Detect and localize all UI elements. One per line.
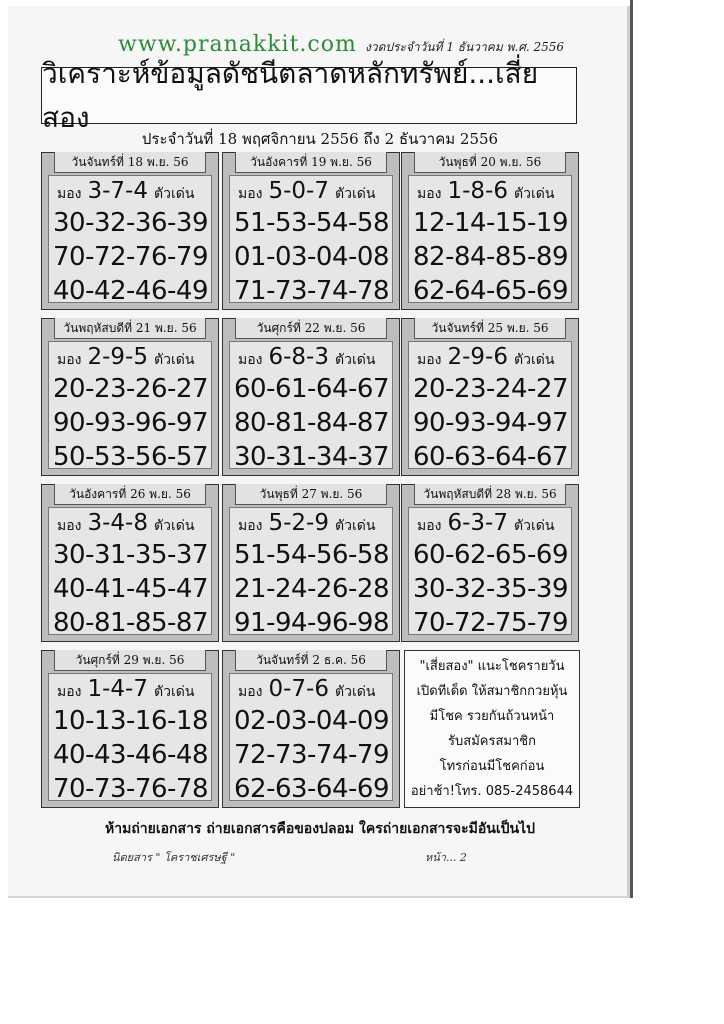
- copy-warning: ห้ามถ่ายเอกสาร ถ่ายเอกสารคือของปลอม ใครถ่ายเอกสารจะมีอันเป็นไป: [105, 821, 535, 837]
- featured-label: ตัวเด่น: [153, 518, 195, 534]
- number-row: 10-13-16-18: [53, 706, 208, 736]
- site-watermark: www.pranakkit.com: [118, 32, 357, 57]
- promo-line: "เสี่ยสอง" แนะโชครายวัน: [419, 659, 565, 674]
- card-body: [48, 341, 212, 472]
- card-date: วันพุธที่ 27 พ.ย. 56: [235, 484, 387, 505]
- number-row: 62-64-65-69: [413, 276, 568, 306]
- number-row: 82-84-85-89: [413, 242, 568, 272]
- card-body: [229, 341, 393, 472]
- hint-digits: 5-0-7: [268, 178, 329, 204]
- forecast-card: [401, 318, 579, 476]
- mong-label: มอง: [57, 352, 82, 368]
- forecast-card: [41, 318, 219, 476]
- number-row: 40-42-46-49: [53, 276, 208, 306]
- card-body: [48, 673, 212, 804]
- number-row: 80-81-84-87: [234, 408, 389, 438]
- promo-line: เปิดทีเด็ด ให้สมาชิกกวยหุ้น: [416, 684, 568, 699]
- card-date: วันจันทร์ที่ 2 ธ.ค. 56: [235, 650, 387, 671]
- number-row: 91-94-96-98: [234, 608, 389, 638]
- number-row: 90-93-96-97: [53, 408, 208, 438]
- number-row: 50-53-56-57: [53, 442, 208, 472]
- card-body: [48, 507, 212, 638]
- hint-line: [238, 344, 388, 374]
- card-date: วันอังคารที่ 19 พ.ย. 56: [235, 152, 387, 173]
- featured-label: ตัวเด่น: [153, 684, 195, 700]
- forecast-card: [41, 152, 219, 310]
- number-row: 02-03-04-09: [234, 706, 389, 736]
- number-row: 70-72-75-79: [413, 608, 568, 638]
- hint-digits: 3-4-8: [87, 510, 148, 536]
- card-date: วันจันทร์ที่ 25 พ.ย. 56: [414, 318, 566, 339]
- issue-date: งวดประจำวันที่ 1 ธันวาคม พ.ศ. 2556: [365, 40, 565, 54]
- mong-label: มอง: [57, 518, 82, 534]
- card-body: [408, 507, 572, 638]
- featured-label: ตัวเด่น: [334, 352, 376, 368]
- mong-label: มอง: [57, 684, 82, 700]
- featured-label: ตัวเด่น: [334, 186, 376, 202]
- forecast-card: [41, 650, 219, 808]
- number-row: 90-93-94-97: [413, 408, 568, 438]
- hint-digits: 6-8-3: [268, 344, 329, 370]
- number-row: 40-43-46-48: [53, 740, 208, 770]
- number-row: 20-23-24-27: [413, 374, 568, 404]
- period-line: ประจำวันที่ 18 พฤศจิกายน 2556 ถึง 2 ธันวาคม 2556: [141, 130, 499, 148]
- number-row: 60-62-65-69: [413, 540, 568, 570]
- title-box: [41, 56, 577, 134]
- hint-digits: 1-4-7: [87, 676, 148, 702]
- hint-line: [57, 178, 207, 208]
- hint-line: [57, 344, 207, 374]
- hint-line: [57, 510, 207, 540]
- mong-label: มอง: [238, 352, 263, 368]
- number-row: 80-81-85-87: [53, 608, 208, 638]
- page-title: วิเคราะห์ข้อมูลดัชนีตลาดหลักทรัพย์...เสี่ยสอง: [42, 56, 539, 134]
- promo-line: มีโชค รวยกันถ้วนหน้า: [429, 709, 555, 724]
- hint-digits: 2-9-5: [87, 344, 148, 370]
- featured-label: ตัวเด่น: [153, 186, 195, 202]
- number-row: 30-32-35-39: [413, 574, 568, 604]
- number-row: 20-23-26-27: [53, 374, 208, 404]
- hint-line: [417, 510, 567, 540]
- featured-label: ตัวเด่น: [513, 518, 555, 534]
- promo-phone: อย่าช้า!โทร. 085-2458644: [410, 784, 574, 799]
- featured-label: ตัวเด่น: [334, 684, 376, 700]
- card-date: วันพุธที่ 20 พ.ย. 56: [414, 152, 566, 173]
- featured-label: ตัวเด่น: [334, 518, 376, 534]
- forecast-card: [222, 650, 400, 808]
- hint-digits: 3-7-4: [87, 178, 148, 204]
- number-row: 60-61-64-67: [234, 374, 389, 404]
- forecast-card: [401, 152, 579, 310]
- featured-label: ตัวเด่น: [153, 352, 195, 368]
- hint-line: [417, 178, 567, 208]
- hint-digits: 1-8-6: [447, 178, 508, 204]
- promo-box: [404, 650, 580, 808]
- hint-line: [238, 178, 388, 208]
- number-row: 12-14-15-19: [413, 208, 568, 238]
- card-date: วันจันทร์ที่ 18 พ.ย. 56: [54, 152, 206, 173]
- hint-digits: 2-9-6: [447, 344, 508, 370]
- card-body: [408, 175, 572, 306]
- number-row: 51-54-56-58: [234, 540, 389, 570]
- card-body: [229, 673, 393, 804]
- card-body: [229, 175, 393, 306]
- featured-label: ตัวเด่น: [513, 352, 555, 368]
- card-date: วันพฤหัสบดีที่ 21 พ.ย. 56: [54, 318, 206, 339]
- mong-label: มอง: [238, 518, 263, 534]
- hint-line: [238, 510, 388, 540]
- forecast-card: [222, 484, 400, 642]
- number-row: 62-63-64-69: [234, 774, 389, 804]
- page-number: หน้า... 2: [425, 851, 467, 864]
- promo-line: รับสมัครสมาชิก: [448, 734, 536, 749]
- forecast-card: [401, 484, 579, 642]
- number-row: 30-32-36-39: [53, 208, 208, 238]
- number-row: 72-73-74-79: [234, 740, 389, 770]
- number-row: 60-63-64-67: [413, 442, 568, 472]
- mong-label: มอง: [417, 352, 442, 368]
- forecast-card: [41, 484, 219, 642]
- number-row: 70-73-76-78: [53, 774, 208, 804]
- hint-line: [417, 344, 567, 374]
- mong-label: มอง: [238, 186, 263, 202]
- mong-label: มอง: [417, 518, 442, 534]
- card-date: วันศุกร์ที่ 22 พ.ย. 56: [235, 318, 387, 339]
- mong-label: มอง: [417, 186, 442, 202]
- number-row: 51-53-54-58: [234, 208, 389, 238]
- promo-line: โทรก่อนมีโชคก่อน: [439, 759, 545, 774]
- number-row: 70-72-76-79: [53, 242, 208, 272]
- number-row: 21-24-26-28: [234, 574, 389, 604]
- card-date: วันอังคารที่ 26 พ.ย. 56: [54, 484, 206, 505]
- card-body: [408, 341, 572, 472]
- card-date: วันพฤหัสบดีที่ 28 พ.ย. 56: [414, 484, 566, 505]
- mong-label: มอง: [57, 186, 82, 202]
- mong-label: มอง: [238, 684, 263, 700]
- number-row: 40-41-45-47: [53, 574, 208, 604]
- number-row: 30-31-34-37: [234, 442, 389, 472]
- forecast-card: [222, 152, 400, 310]
- number-row: 30-31-35-37: [53, 540, 208, 570]
- hint-line: [57, 676, 207, 706]
- hint-digits: 6-3-7: [447, 510, 508, 536]
- featured-label: ตัวเด่น: [513, 186, 555, 202]
- hint-digits: 5-2-9: [268, 510, 329, 536]
- magazine-name: นิตยสาร " โคราชเศรษฐี ": [112, 851, 236, 864]
- card-body: [229, 507, 393, 638]
- card-body: [48, 175, 212, 306]
- hint-digits: 0-7-6: [268, 676, 329, 702]
- card-date: วันศุกร์ที่ 29 พ.ย. 56: [54, 650, 206, 671]
- forecast-card: [222, 318, 400, 476]
- number-row: 01-03-04-08: [234, 242, 389, 272]
- hint-line: [238, 676, 388, 706]
- number-row: 71-73-74-78: [234, 276, 389, 306]
